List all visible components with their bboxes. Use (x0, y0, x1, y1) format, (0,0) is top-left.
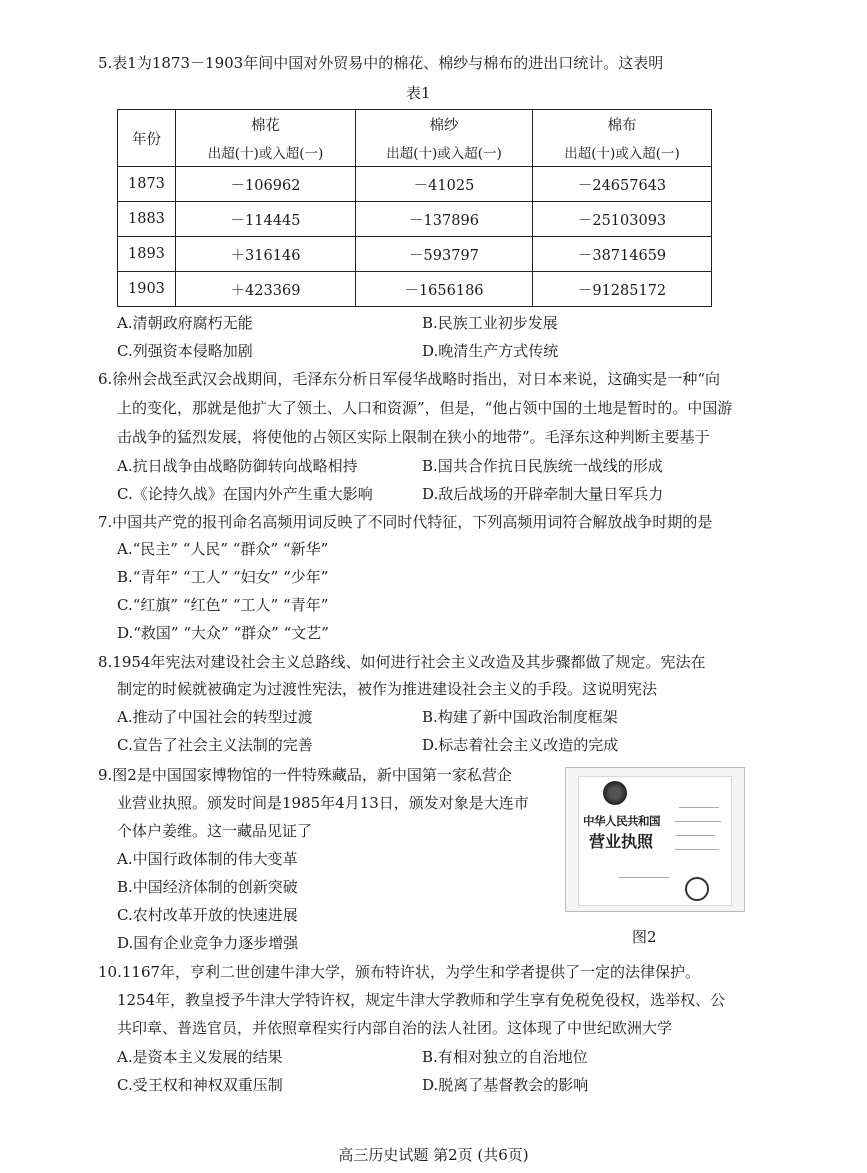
cell-yarn: －1656186 (356, 272, 533, 307)
cell-yarn: －137896 (356, 202, 533, 237)
q8-option-d: D.标志着社会主义改造的完成 (422, 736, 619, 754)
col-header-cloth: 棉布 (533, 110, 712, 139)
trade-table (117, 109, 712, 307)
q6-option-c: C.《论持久战》在国内外产生重大影响 (117, 485, 373, 503)
cell-cloth: －91285172 (533, 272, 712, 307)
q5-option-b: B.民族工业初步发展 (422, 314, 558, 332)
row-year: 1873 (118, 167, 176, 202)
cell-yarn: －593797 (356, 237, 533, 272)
q9-option-a: A.中国行政体制的伟大变革 (117, 850, 298, 868)
cell-cloth: －38714659 (533, 237, 712, 272)
business-license-photo (565, 767, 745, 912)
seal-stamp-icon (685, 877, 709, 901)
license-text-line (675, 835, 715, 836)
q10-option-d: D.脱离了基督教会的影响 (422, 1076, 589, 1094)
q9-option-d: D.国有企业竞争力逐步增强 (117, 934, 299, 952)
table-title: 表1 (406, 84, 431, 102)
q7-option-c: C.“红旗” “红色” “工人” “青年” (117, 596, 329, 614)
q8-option-b: B.构建了新中国政治制度框架 (422, 708, 618, 726)
q7-option-d: D.“救国” “大众” “群众” “文艺” (117, 624, 329, 642)
q5-stem: 5.表1为1873－1903年间中国对外贸易中的棉花、棉纱与棉布的进出口统计。这表明 (98, 54, 664, 72)
page-footer: 高三历史试题 第2页 (共6页) (338, 1146, 529, 1164)
q8-option-c: C.宣告了社会主义法制的完善 (117, 736, 313, 754)
figure-2-caption: 图2 (632, 928, 657, 946)
col-header-yarn: 棉纱 (356, 110, 533, 139)
q6-line-1: 6.徐州会战至武汉会战期间，毛泽东分析日军侵华战略时指出，对日本来说，这确实是一种“向 (98, 370, 720, 388)
national-emblem-icon (603, 781, 627, 805)
license-text-line (675, 821, 721, 822)
col-sub-cotton: 出超(十)或入超(一) (176, 138, 356, 167)
cell-cloth: －25103093 (533, 202, 712, 237)
q6-line-3: 击战争的猛烈发展，将使他的占领区实际上限制在狭小的地带”。毛泽东这种判断主要基于 (117, 428, 710, 446)
cell-yarn: －41025 (356, 167, 533, 202)
license-title-line2: 营业执照 (589, 832, 654, 851)
q5-option-c: C.列强资本侵略加剧 (117, 342, 253, 360)
license-text-line (675, 849, 719, 850)
q6-option-d: D.敌后战场的开辟牵制大量日军兵力 (422, 485, 664, 503)
q10-line-2: 1254年，教皇授予牛津大学特许权，规定牛津大学教师和学生享有免税免役权，选举权、公 (117, 991, 726, 1009)
q9-line-3: 个体户姜维。这一藏品见证了 (117, 822, 313, 840)
table-row (118, 272, 712, 307)
license-text-line (679, 807, 719, 808)
q6-option-a: A.抗日战争由战略防御转向战略相持 (117, 457, 358, 475)
col-header-cotton: 棉花 (176, 110, 356, 139)
q7-stem: 7.中国共产党的报刊命名高频用词反映了不同时代特征，下列高频用词符合解放战争时期的是 (98, 513, 713, 531)
q10-option-c: C.受王权和神权双重压制 (117, 1076, 283, 1094)
cell-cloth: －24657643 (533, 167, 712, 202)
q10-option-b: B.有相对独立的自治地位 (422, 1048, 588, 1066)
cell-cotton: ＋423369 (176, 272, 356, 307)
row-year: 1893 (118, 237, 176, 272)
q5-option-d: D.晚清生产方式传统 (422, 342, 559, 360)
table-row (118, 202, 712, 237)
col-sub-yarn: 出超(十)或入超(一) (356, 138, 533, 167)
q9-line-2: 业营业执照。颁发时间是1985年4月13日，颁发对象是大连市 (117, 794, 529, 812)
q10-line-1: 10.1167年，亨利二世创建牛津大学，颁布特许状，为学生和学者提供了一定的法律保护。 (98, 963, 701, 981)
q8-line-1: 8.1954年宪法对建设社会主义总路线、如何进行社会主义改造及其步骤都做了规定。宪法在 (98, 653, 706, 671)
year-header: 年份 (118, 110, 176, 167)
cell-cotton: －114445 (176, 202, 356, 237)
q8-line-2: 制定的时候就被确定为过渡性宪法，被作为推进建设社会主义的手段。这说明宪法 (117, 680, 658, 698)
col-sub-cloth: 出超(十)或入超(一) (533, 138, 712, 167)
q5-option-a: A.清朝政府腐朽无能 (117, 314, 253, 332)
license-text-line (619, 877, 669, 878)
q9-line-1: 9.图2是中国国家博物馆的一件特殊藏品，新中国第一家私营企 (98, 766, 512, 784)
q7-option-a: A.“民主” “人民” “群众” “新华” (117, 540, 329, 558)
row-year: 1903 (118, 272, 176, 307)
cell-cotton: ＋316146 (176, 237, 356, 272)
q8-option-a: A.推动了中国社会的转型过渡 (117, 708, 313, 726)
q9-option-c: C.农村改革开放的快速进展 (117, 906, 298, 924)
table-row (118, 237, 712, 272)
license-document (578, 776, 732, 906)
q6-option-b: B.国共合作抗日民族统一战线的形成 (422, 457, 663, 475)
cell-cotton: －106962 (176, 167, 356, 202)
license-title-line1: 中华人民共和国 (583, 814, 660, 828)
table-row (118, 167, 712, 202)
q9-option-b: B.中国经济体制的创新突破 (117, 878, 298, 896)
q6-line-2: 上的变化，那就是他扩大了领土、人口和资源”，但是，“他占领中国的土地是暂时的。中国游 (117, 399, 733, 417)
q10-line-3: 共印章、普选官员，并依照章程实行内部自治的法人社团。这体现了中世纪欧洲大学 (117, 1019, 673, 1037)
q10-option-a: A.是资本主义发展的结果 (117, 1048, 283, 1066)
row-year: 1883 (118, 202, 176, 237)
q7-option-b: B.“青年” “工人” “妇女” “少年” (117, 568, 329, 586)
